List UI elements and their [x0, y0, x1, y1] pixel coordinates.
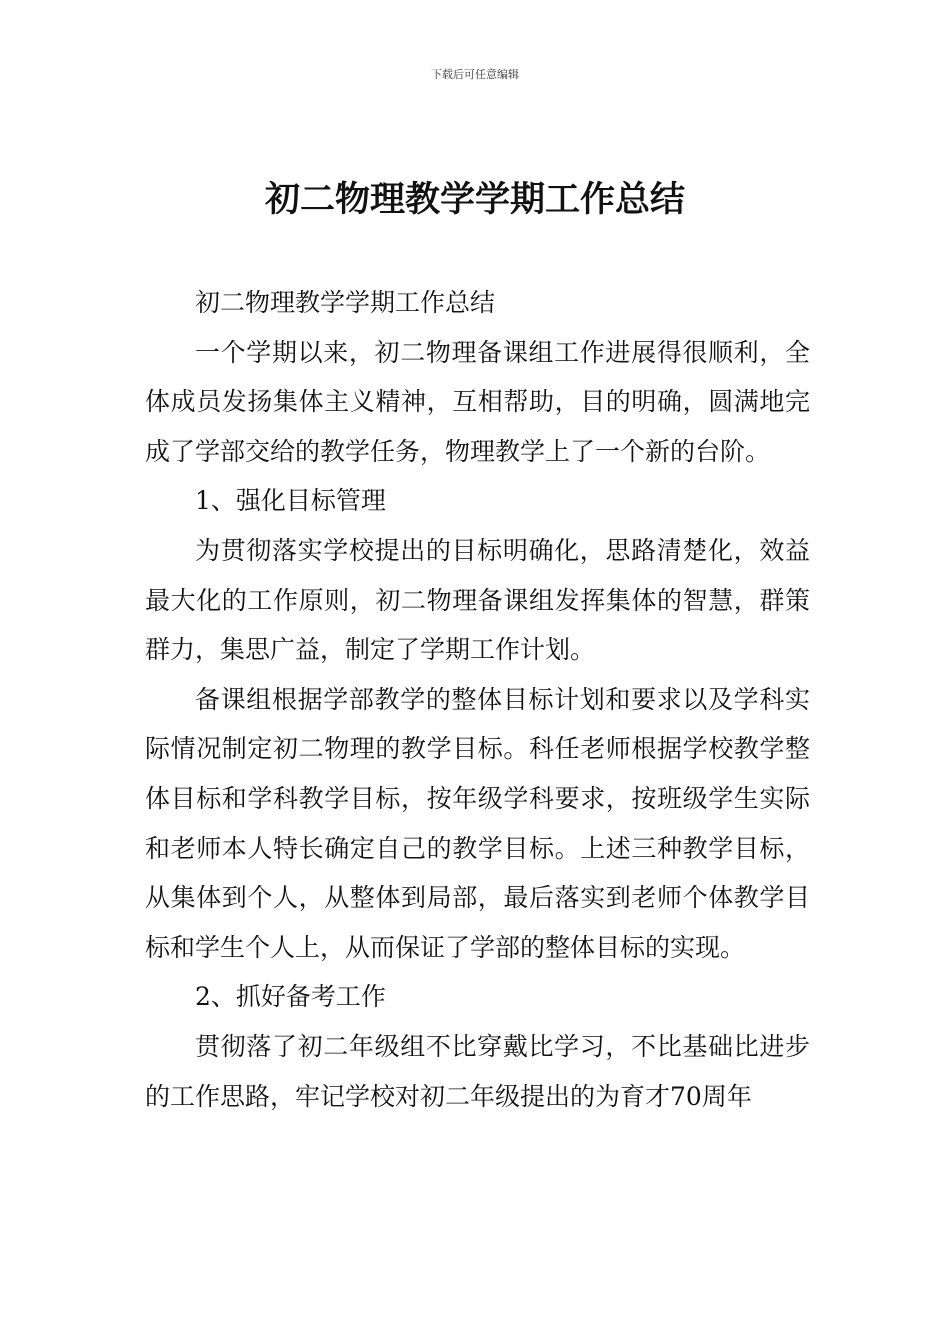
intro-paragraph: 一个学期以来，初二物理备课组工作进展得很顺利，全体成员发扬集体主义精神，互相帮助，目的明确，圆满地完成了学部交给的教学任务，物理教学上了一个新的台阶。 — [145, 337, 810, 466]
section-2-paragraph-1: 贯彻落了初二年级组不比穿戴比学习，不比基础比进步的工作思路，牢记学校对初二年级提出的为育才70周年 — [145, 1031, 810, 1111]
subtitle-paragraph: 初二物理教学学期工作总结 — [195, 288, 496, 317]
section-heading-2: 2、抓好备考工作 — [195, 982, 386, 1012]
document-title: 初二物理教学学期工作总结 — [264, 180, 685, 220]
section-heading-1: 1、强化目标管理 — [195, 486, 386, 516]
section-1-paragraph-2: 备课组根据学部教学的整体目标计划和要求以及学科实际情况制定初二物理的教学目标。科任老师根据学校教学整体目标和学科教学目标，按年级学科要求，按班级学生实际和老师本人特长确定自己的教学目标。上述三种教学目标，从集体到个人，从整体到局部，最后落实到老师个体教学目标和学生个人上，从而保证了学部的整体目标的实现。 — [145, 684, 810, 962]
header-note: 下载后可任意编辑 — [431, 68, 519, 81]
section-1-paragraph-1: 为贯彻落实学校提出的目标明确化，思路清楚化，效益最大化的工作原则，初二物理备课组发挥集体的智慧，群策群力，集思广益，制定了学期工作计划。 — [145, 535, 810, 665]
document-body — [145, 278, 810, 1121]
